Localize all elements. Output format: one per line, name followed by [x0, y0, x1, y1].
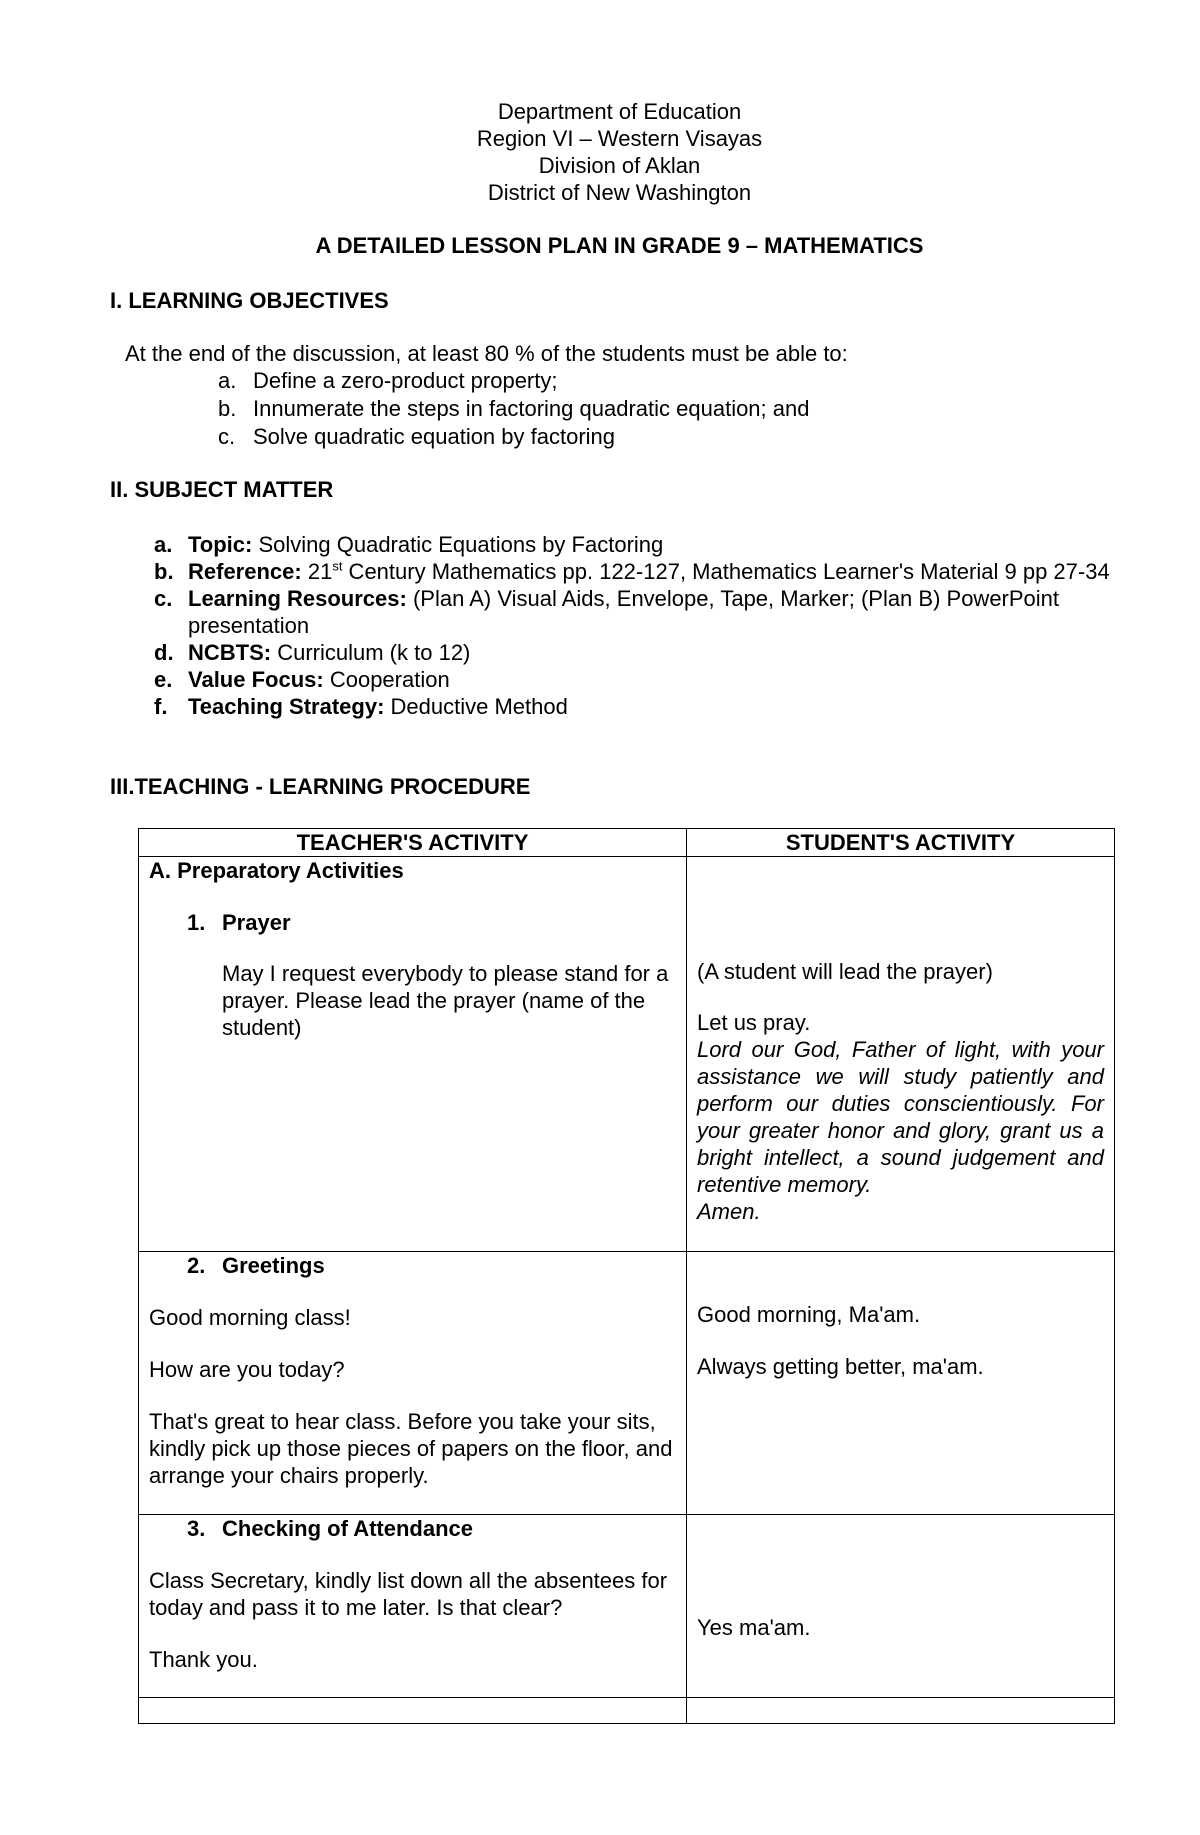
list-item [154, 531, 1114, 558]
objective-letter: c. [218, 424, 236, 449]
greetings-teacher-line2: How are you today? [149, 1357, 345, 1382]
header-line-region: Region VI – Western Visayas [476, 126, 763, 151]
item-label: Teaching Strategy: [188, 694, 385, 719]
item-superscript: st [332, 558, 343, 574]
item-text: Solving Quadratic Equations by Factoring [252, 532, 664, 557]
procedure-heading: III.TEACHING - LEARNING PROCEDURE [110, 774, 531, 799]
attendance-title [149, 1515, 676, 1542]
item-letter: c. [154, 586, 173, 611]
list-item [154, 639, 1114, 666]
empty-teacher-cell [139, 1698, 687, 1724]
item-text: Century Mathematics pp. 122-127, Mathematics Learner's Material 9 pp 27-34 [342, 559, 1110, 584]
header-line-department: Department of Education [497, 99, 742, 124]
objectives-intro: At the end of the discussion, at least 80 % of the students must be able to: [125, 341, 848, 366]
greetings-title [149, 1252, 676, 1279]
list-item [154, 558, 1114, 585]
greetings-student-line1: Good morning, Ma'am. [697, 1302, 921, 1327]
item-letter: f. [154, 694, 168, 719]
list-item [154, 693, 1114, 720]
item-letter: a. [154, 532, 173, 557]
item-text: Curriculum (k to 12) [271, 640, 471, 665]
document-header [0, 98, 1200, 206]
item-label: Reference: [188, 559, 302, 584]
student-cell-prayer [687, 857, 1115, 1252]
objective-text: Innumerate the steps in factoring quadratic equation; and [253, 396, 810, 421]
objective-text: Solve quadratic equation by factoring [253, 424, 616, 449]
greetings-num: 2. [187, 1253, 206, 1278]
objective-letter: b. [218, 396, 237, 421]
item-label: Learning Resources: [188, 586, 407, 611]
item-label: NCBTS: [188, 640, 272, 665]
preparatory-activities-label: A. Preparatory Activities [149, 858, 404, 883]
item-letter: b. [154, 559, 174, 584]
item-label: Value Focus: [188, 667, 324, 692]
greetings-teacher-line1: Good morning class! [149, 1305, 351, 1330]
item-letter: d. [154, 640, 174, 665]
prayer-title [149, 909, 676, 936]
student-cell-greetings [687, 1252, 1115, 1515]
attendance-teacher-line2: Thank you. [149, 1647, 258, 1672]
prayer-student-line2: Let us pray. [697, 1010, 811, 1035]
item-text: Deductive Method [384, 694, 568, 719]
objective-text: Define a zero-product property; [253, 368, 558, 393]
list-item [154, 585, 1114, 639]
greetings-student-line2: Always getting better, ma'am. [697, 1354, 984, 1379]
header-line-division: Division of Aklan [538, 153, 701, 178]
prayer-student-line1: (A student will lead the prayer) [697, 959, 993, 984]
table-header-row [139, 829, 1115, 857]
objectives-heading: I. LEARNING OBJECTIVES [110, 288, 389, 313]
header-line-district: District of New Washington [487, 180, 752, 205]
student-cell-attendance [687, 1515, 1115, 1698]
teacher-cell-attendance [139, 1515, 687, 1698]
prayer-title-text: Prayer [222, 910, 291, 935]
item-label: Topic: [188, 532, 253, 557]
item-text: Cooperation [323, 667, 450, 692]
greetings-title-text: Greetings [222, 1253, 325, 1278]
teacher-activity-header: TEACHER'S ACTIVITY [139, 829, 687, 857]
student-activity-header: STUDENT'S ACTIVITY [687, 829, 1115, 857]
greetings-teacher-line3: That's great to hear class. Before you take your sits, kindly pick up those pieces of papers on the floor, and arrange your chairs properly. [149, 1409, 673, 1488]
subject-matter-list [154, 531, 1114, 720]
table-row [139, 1515, 1115, 1698]
item-text-pre: 21 [301, 559, 333, 584]
table-row [139, 1698, 1115, 1724]
prayer-text: Lord our God, Father of light, with your assistance we will study patiently and perform our duties conscientiously. For your greater honor and glory, grant us a bright intellect, a sound judgement and retentive memory. [697, 1037, 1104, 1197]
attendance-num: 3. [187, 1516, 206, 1541]
table-row [139, 1252, 1115, 1515]
teacher-cell-greetings [139, 1252, 687, 1515]
item-letter: e. [154, 667, 173, 692]
prayer-amen: Amen. [697, 1199, 761, 1224]
subject-matter-heading: II. SUBJECT MATTER [110, 477, 334, 502]
empty-student-cell [687, 1698, 1115, 1724]
table-row [139, 857, 1115, 1252]
attendance-title-text: Checking of Attendance [222, 1516, 473, 1541]
attendance-teacher-line1: Class Secretary, kindly list down all the absentees for today and pass it to me later. Is that clear? [149, 1568, 668, 1620]
list-item [154, 666, 1114, 693]
objective-letter: a. [218, 368, 237, 393]
prayer-num: 1. [187, 910, 206, 935]
teacher-cell-prayer [139, 857, 687, 1252]
document-title: A DETAILED LESSON PLAN IN GRADE 9 – MATHEMATICS [315, 233, 924, 258]
prayer-teacher-text: May I request everybody to please stand for a prayer. Please lead the prayer (name of the student) [222, 961, 669, 1040]
procedure-table [138, 828, 1115, 1724]
item-text: (Plan A) Visual Aids, Envelope, Tape, Marker; (Plan B) PowerPoint presentation [188, 586, 1060, 638]
attendance-student-line1: Yes ma'am. [697, 1615, 811, 1640]
